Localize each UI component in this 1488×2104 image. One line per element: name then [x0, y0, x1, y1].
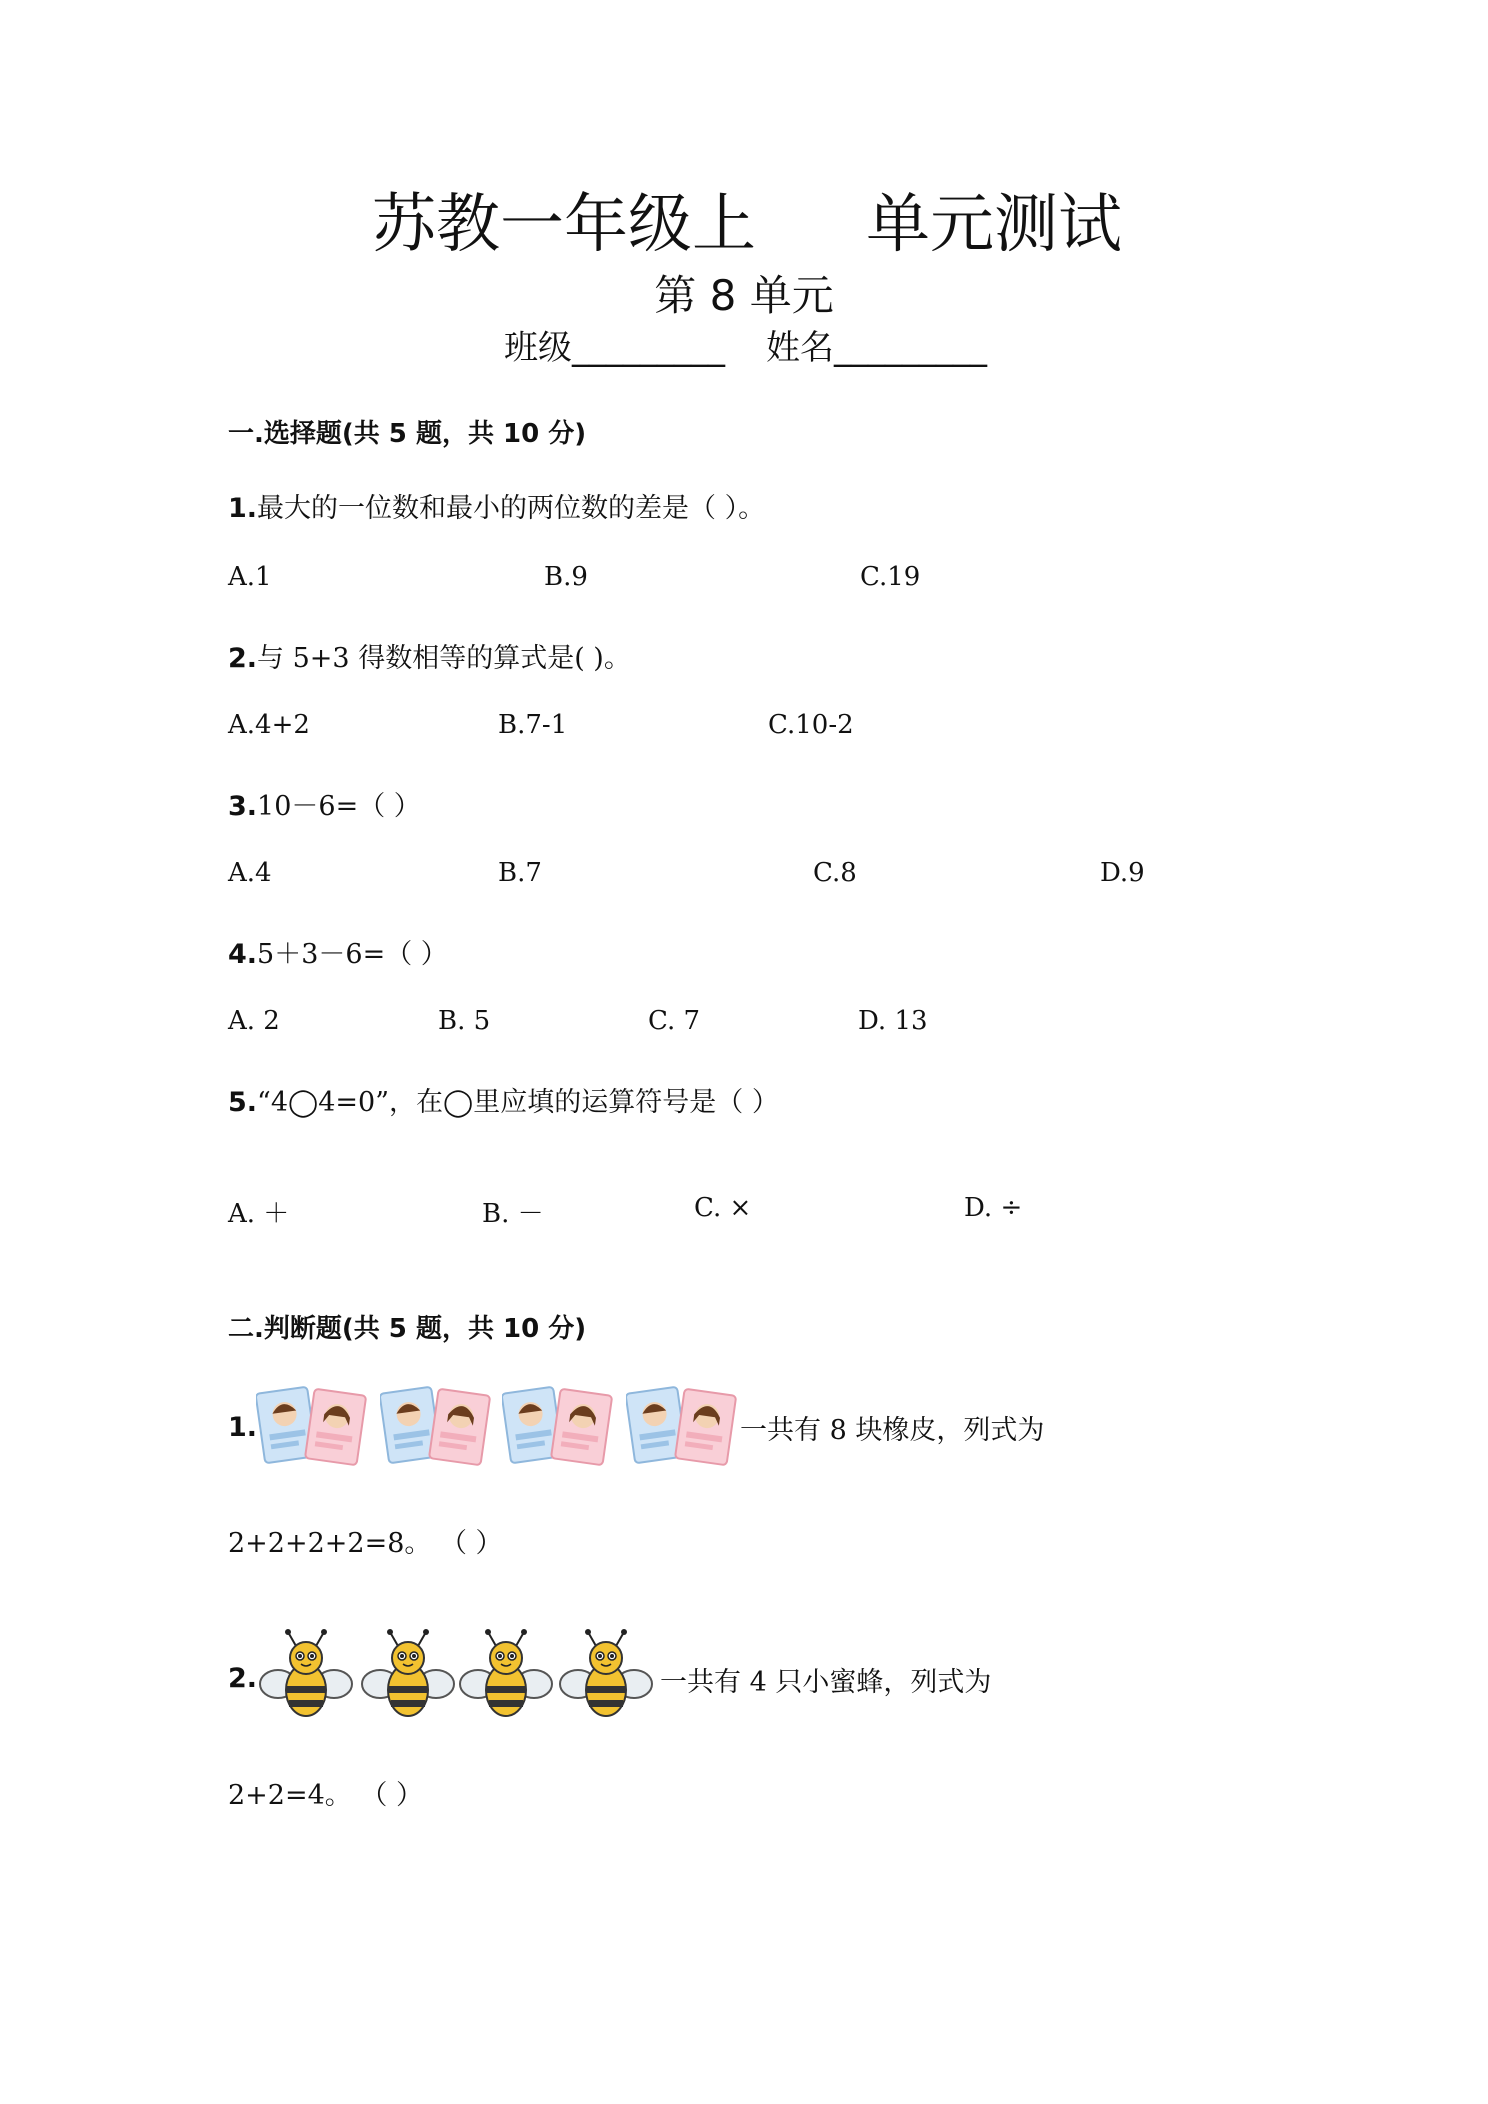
option-c[interactable]: C. 7: [648, 1006, 701, 1036]
option-d[interactable]: D. 13: [858, 1006, 928, 1036]
judge-1-number: 1.: [228, 1412, 258, 1443]
question-text: 10－6=（ ）: [257, 791, 421, 822]
eraser-pair-icon: [626, 1376, 738, 1472]
question-5: [228, 1080, 779, 1119]
question-number: 3.: [228, 791, 258, 822]
question-text: “4◯4=0”，在◯里应填的运算符号是（ ）: [257, 1087, 779, 1118]
name-field[interactable]: 姓名_________: [766, 328, 987, 368]
question-number: 1.: [228, 493, 258, 524]
option-a[interactable]: A.1: [228, 562, 272, 592]
section-heading-judgement: 二.判断题(共 5 题，共 10 分): [228, 1314, 587, 1344]
judge-2-text: 一共有 4 只小蜜蜂，列式为: [660, 1667, 992, 1698]
eraser-pair-icon: [502, 1376, 614, 1472]
question-text: 与 5+3 得数相等的算式是( )。: [257, 643, 631, 674]
question-number: 4.: [228, 939, 258, 970]
bee-icon: [360, 1628, 456, 1724]
judge-1-expression[interactable]: 2+2+2+2=8。 （ ）: [228, 1528, 503, 1559]
judge-2-expression[interactable]: 2+2=4。 （ ）: [228, 1780, 423, 1811]
option-c[interactable]: C. ×: [694, 1193, 752, 1223]
judge-1-text: 一共有 8 块橡皮，列式为: [740, 1415, 1045, 1446]
option-d[interactable]: D. ÷: [964, 1193, 1023, 1223]
option-a[interactable]: A.4+2: [228, 710, 310, 740]
title-left: 苏教一年级上: [372, 188, 756, 262]
option-c[interactable]: C.8: [813, 858, 857, 888]
question-2: [228, 636, 631, 675]
section-heading-choice: 一.选择题(共 5 题，共 10 分): [228, 419, 587, 449]
option-c[interactable]: C.19: [860, 562, 921, 592]
subtitle: 第 8 单元: [654, 271, 834, 320]
judge-2-number: 2.: [228, 1663, 258, 1694]
option-b[interactable]: B. 5: [438, 1006, 491, 1036]
option-d[interactable]: D.9: [1100, 858, 1145, 888]
question-4: [228, 932, 448, 971]
question-text: 最大的一位数和最小的两位数的差是（ ）。: [257, 493, 766, 524]
option-b[interactable]: B. －: [482, 1199, 544, 1229]
option-a[interactable]: A.4: [228, 858, 272, 888]
question-1: [228, 486, 765, 525]
option-a[interactable]: A. ＋: [228, 1199, 290, 1229]
option-b[interactable]: B.7: [498, 858, 542, 888]
bee-icon: [458, 1628, 554, 1724]
option-a[interactable]: A. 2: [228, 1006, 280, 1036]
class-field[interactable]: 班级_________: [504, 328, 725, 368]
eraser-pair-icon: [380, 1376, 492, 1472]
option-b[interactable]: B.9: [544, 562, 588, 592]
eraser-pair-icon: [256, 1376, 368, 1472]
bee-icon: [558, 1628, 654, 1724]
question-number: 2.: [228, 643, 258, 674]
question-number: 5.: [228, 1087, 258, 1118]
option-b[interactable]: B.7-1: [498, 710, 568, 740]
title-right: 单元测试: [866, 188, 1122, 262]
option-c[interactable]: C.10-2: [768, 710, 854, 740]
question-3: [228, 784, 421, 823]
question-text: 5＋3－6=（ ）: [257, 939, 448, 970]
bee-icon: [258, 1628, 354, 1724]
